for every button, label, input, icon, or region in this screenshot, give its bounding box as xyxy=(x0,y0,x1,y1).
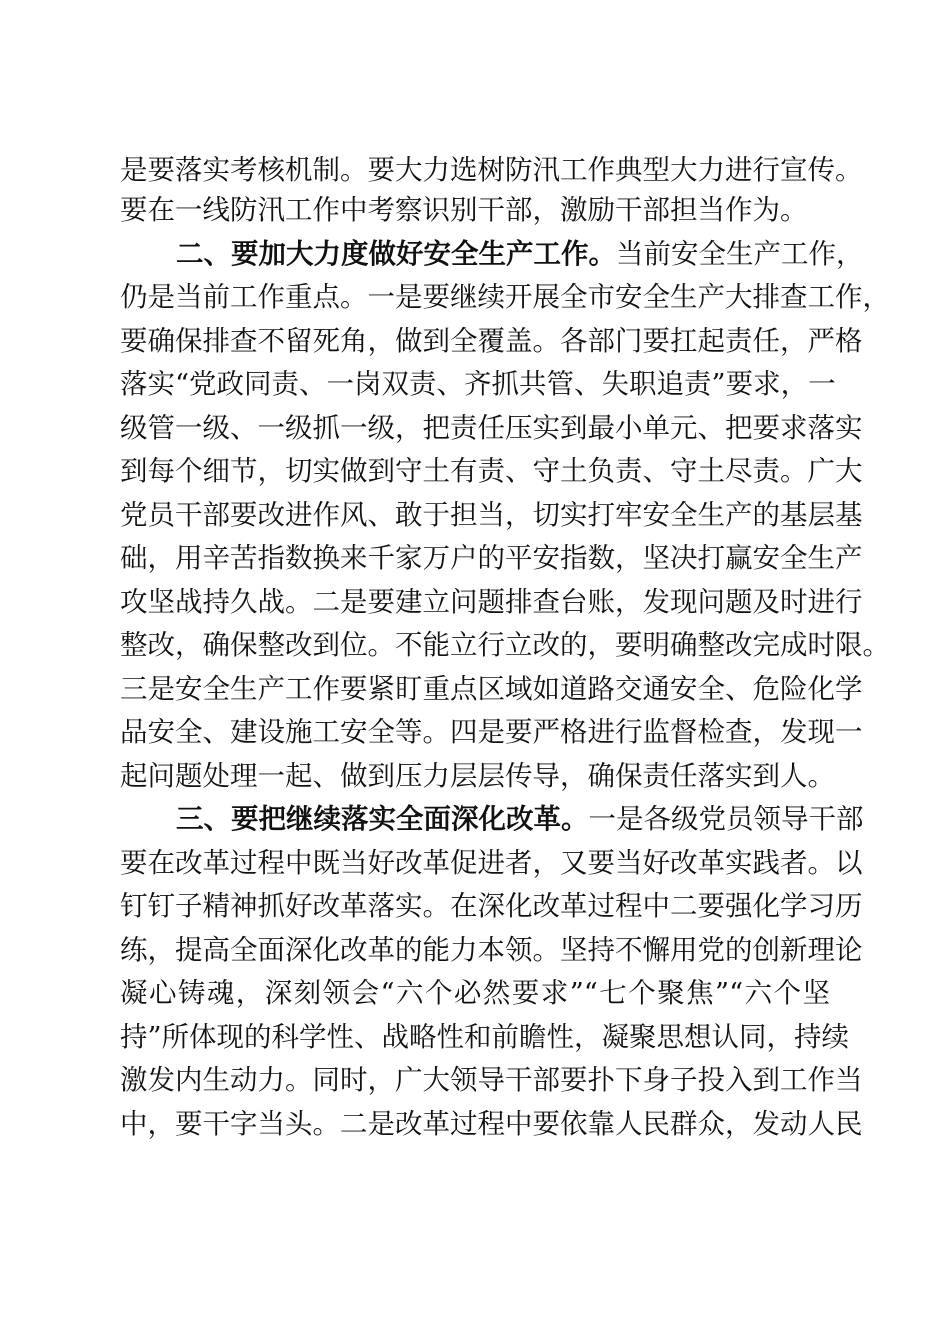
paragraph-3-line-8: 中，要干字当头。二是改革过程中要依靠人民群众，发动人民 xyxy=(120,1108,863,1140)
section-heading-2: 二、要加大力度做好安全生产工作。 xyxy=(176,238,616,270)
paragraph-2-line-1: 当前安全生产工作， xyxy=(616,238,864,270)
paragraph-2-line-10: 整改，确保整改到位。不能立行立改的，要明确整改完成时限。 xyxy=(120,629,890,661)
paragraph-2-line-4: 落实“党政同责、一岗双责、齐抓共管、失职追责”要求，一 xyxy=(120,368,836,400)
paragraph-2-first-line xyxy=(176,234,864,274)
paragraph-2-line-6: 到每个细节，切实做到守土有责、守土负责、守土尽责。广大 xyxy=(120,455,863,487)
paragraph-2-line-5: 级管一级、一级抓一级，把责任压实到最小单元、把要求落实 xyxy=(120,412,863,444)
paragraph-3-first-line xyxy=(176,799,864,839)
paragraph-2-line-12: 品安全、建设施工安全等。四是要严格进行监督检查，发现一 xyxy=(120,716,863,748)
paragraph-2-line-11: 三是安全生产工作要紧盯重点区域如道路交通安全、危险化学 xyxy=(120,673,863,705)
paragraph-1-line-2: 要在一线防汛工作中考察识别干部，激励干部担当作为。 xyxy=(120,194,808,226)
paragraph-3-line-4: 练，提高全面深化改革的能力本领。坚持不懈用党的创新理论 xyxy=(120,934,863,966)
paragraph-3-line-2: 要在改革过程中既当好改革促进者，又要当好改革实践者。以 xyxy=(120,847,863,879)
paragraph-1-line-1: 是要落实考核机制。要大力选树防汛工作典型大力进行宣传。 xyxy=(120,154,863,186)
paragraph-3-line-3: 钉钉子精神抓好改革落实。在深化改革过程中二要强化学习历 xyxy=(120,890,863,922)
paragraph-3-line-7: 激发内生动力。同时，广大领导干部要扑下身子投入到工作当 xyxy=(120,1064,863,1096)
paragraph-3-line-5: 凝心铸魂，深刻领会“六个必然要求”“七个聚焦”“六个坚 xyxy=(120,977,830,1009)
section-heading-3: 三、要把继续落实全面深化改革。 xyxy=(176,803,589,835)
paragraph-2-line-2: 仍是当前工作重点。一是要继续开展全市安全生产大排查工作， xyxy=(120,281,890,313)
paragraph-2-line-13: 起问题处理一起、做到压力层层传导，确保责任落实到人。 xyxy=(120,760,835,792)
paragraph-2-line-3: 要确保排查不留死角，做到全覆盖。各部门要扛起责任，严格 xyxy=(120,325,863,357)
paragraph-3-line-1: 一是各级党员领导干部 xyxy=(588,803,864,835)
paragraph-3-line-6: 持”所体现的科学性、战略性和前瞻性，凝聚思想认同，持续 xyxy=(120,1021,850,1053)
paragraph-2-line-9: 攻坚战持久战。二是要建立问题排查台账，发现问题及时进行 xyxy=(120,586,863,618)
paragraph-2-line-8: 础，用辛苦指数换来千家万户的平安指数，坚决打赢安全生产 xyxy=(120,542,863,574)
paragraph-2-line-7: 党员干部要改进作风、敢于担当，切实打牢安全生产的基层基 xyxy=(120,499,863,531)
